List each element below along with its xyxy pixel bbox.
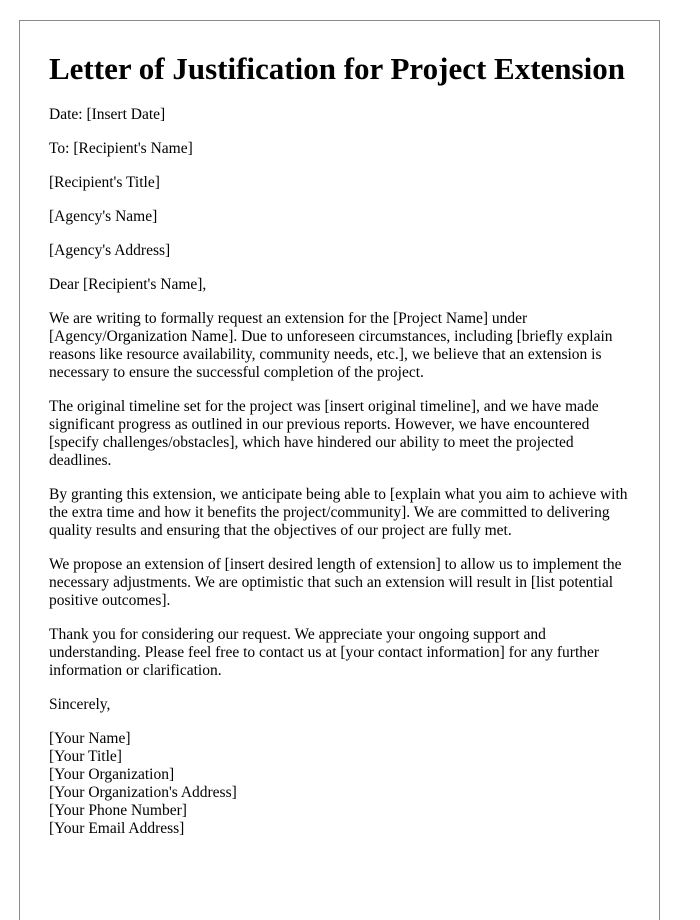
signature-name: [Your Name] [49,730,131,747]
signature-organization-address: [Your Organization's Address] [49,784,237,801]
closing: Sincerely, [49,696,111,713]
signature-block [49,730,630,838]
signature-phone: [Your Phone Number] [49,802,187,819]
body-paragraph-thanks: Thank you for considering our request. We appreciate your ongoing support and understanding. Please feel free to contact us at [your contact information] for any further information or clarification. [49,626,600,679]
letter-title: Letter of Justification for Project Extension [49,51,625,86]
signature-email: [Your Email Address] [49,820,185,837]
letter-page [19,20,660,920]
agency-name-line: [Agency's Name] [49,208,158,225]
recipient-name-line: To: [Recipient's Name] [49,140,193,157]
body-paragraph-timeline: The original timeline set for the project was [insert original timeline], and we have made significant progress as outlined in our previous reports. However, we have encountered [specify challenges/obstacles], which have hindered our ability to meet the projected deadlines. [49,398,599,469]
salutation: Dear [Recipient's Name], [49,276,207,293]
recipient-title-line: [Recipient's Title] [49,174,160,191]
agency-address-line: [Agency's Address] [49,242,171,259]
body-paragraph-request: We are writing to formally request an extension for the [Project Name] under [Agency/Organization Name]. Due to unforeseen circumstances, including [briefly explain reasons like resource availability, community needs, etc.], we believe that an extension is necessary to ensure the successful completion of the project. [49,310,613,381]
body-paragraph-proposal: We propose an extension of [insert desired length of extension] to allow us to implement the necessary adjustments. We are optimistic that such an extension will result in [list potential positive outcomes]. [49,556,622,609]
date-line: Date: [Insert Date] [49,106,166,123]
body-paragraph-benefits: By granting this extension, we anticipate being able to [explain what you aim to achieve with the extra time and how it benefits the project/community]. We are committed to delivering quality results and ensuring that the objectives of our project are fully met. [49,486,628,539]
signature-title: [Your Title] [49,748,122,765]
signature-organization: [Your Organization] [49,766,175,783]
